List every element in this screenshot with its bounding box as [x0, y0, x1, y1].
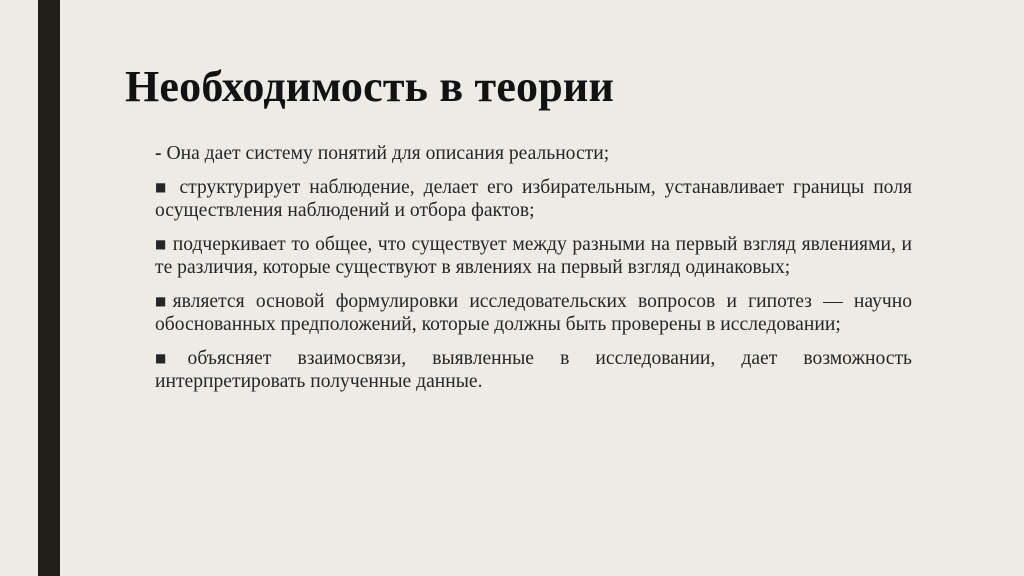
slide-title: Необходимость в теории: [125, 62, 615, 111]
square-bullet-icon: ■: [155, 180, 171, 194]
list-item: [155, 142, 912, 165]
accent-bar: [38, 0, 60, 576]
dash-marker: -: [155, 143, 162, 164]
list-item: [155, 290, 912, 336]
square-bullet-icon: ■: [155, 294, 173, 308]
list-item-text: структурирует наблюдение, делает его избирательным, устанавливает границы поля осуществления наблюдений и отбора фактов;: [155, 177, 913, 221]
list-item-text: объясняет взаимосвязи, выявленные в исследовании, дает возможность интерпретировать полученные данные.: [155, 348, 912, 392]
list-item: [155, 176, 912, 222]
list-item-text: подчеркивает то общее, что существует между разными на первый взгляд явлениями, и те различия, которые существуют в явлениях на первый взгляд одинаковых;: [155, 234, 912, 278]
list-item-text: является основой формулировки исследовательских вопросов и гипотез — научно обоснованных предположений, которые должны быть проверены в исследовании;: [155, 291, 912, 335]
square-bullet-icon: ■: [155, 351, 188, 365]
list-item-text: Она дает систему понятий для описания реальности;: [166, 143, 610, 164]
list-item: [155, 233, 912, 279]
list-item: [155, 347, 912, 393]
bullet-list: [155, 142, 912, 404]
square-bullet-icon: ■: [155, 237, 168, 251]
